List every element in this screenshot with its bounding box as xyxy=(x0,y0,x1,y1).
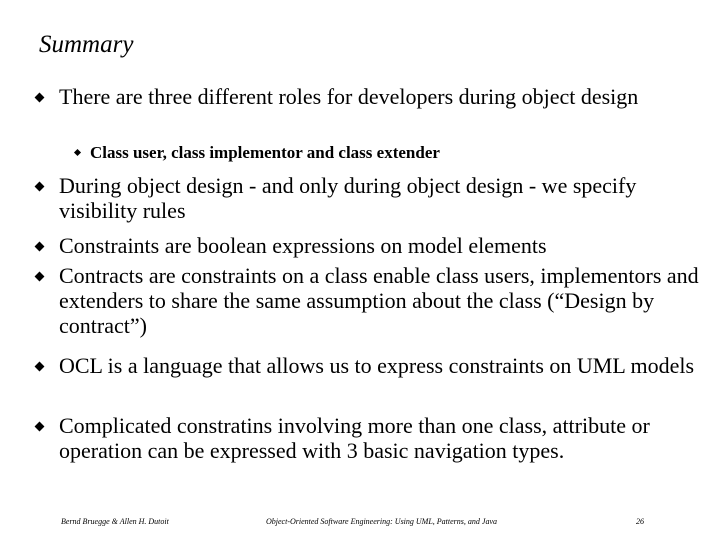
diamond-bullet-icon xyxy=(35,362,45,372)
footer-authors: Bernd Bruegge & Allen H. Dutoit xyxy=(61,517,169,526)
diamond-bullet-icon xyxy=(35,182,45,192)
diamond-bullet-icon xyxy=(35,272,45,282)
diamond-sub-bullet-icon xyxy=(74,149,81,156)
bullet-text: OCL is a language that allows us to express constraints on UML models xyxy=(59,353,695,378)
diamond-bullet-icon xyxy=(35,422,45,432)
bullet-text: Constraints are boolean expressions on model elements xyxy=(59,233,547,258)
footer-page-number: 26 xyxy=(636,517,644,526)
diamond-bullet-icon xyxy=(35,93,45,103)
slide-title: Summary xyxy=(39,31,134,58)
bullet-text: Complicated constratins involving more than one class, attribute or operation can be expressed with 3 basic navigation types. xyxy=(59,413,650,463)
bullet-text: Contracts are constraints on a class enable class users, implementors and extenders to share the same assumption about the class (“Design by contract”) xyxy=(59,263,699,338)
bullet-text: During object design - and only during object design - we specify visibility rules xyxy=(59,173,637,223)
diamond-bullet-icon xyxy=(35,242,45,252)
bullet-text: There are three different roles for developers during object design xyxy=(59,84,639,109)
sub-bullet-text: Class user, class implementor and class extender xyxy=(90,143,440,162)
footer-book-title: Object-Oriented Software Engineering: Using UML, Patterns, and Java xyxy=(266,517,497,526)
